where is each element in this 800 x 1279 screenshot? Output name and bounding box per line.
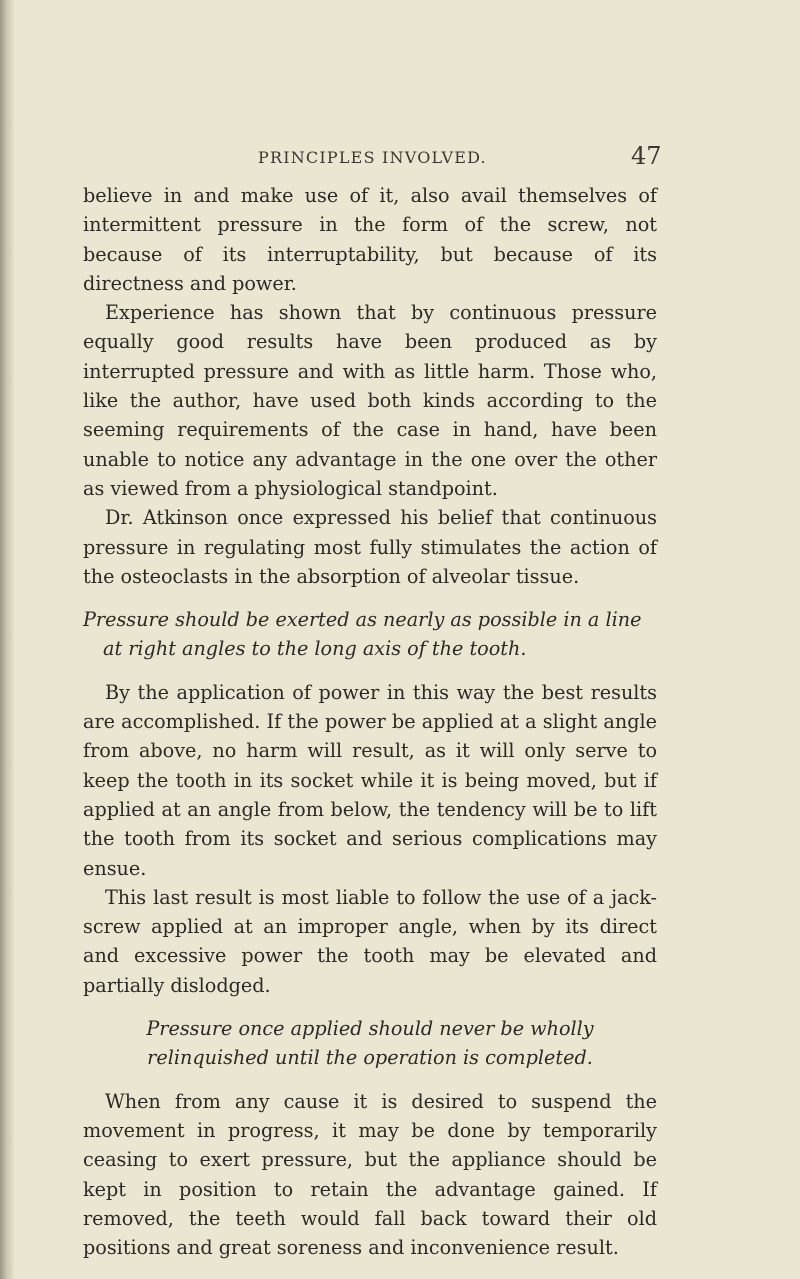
paragraph-suspend-movement: When from any cause it is desired to suspend the movement in progress, it may be done by temporarily ceasing to exert pressure, but the appliance should be kept in position to retain the advantage gained. If removed, the teeth would fall back toward their old positions and great soreness and inconvenience result. bbox=[83, 1089, 657, 1260]
running-title: PRINCIPLES INVOLVED. bbox=[258, 148, 487, 167]
paragraph-atkinson: Dr. Atkinson once expressed his belief that continuous pressure in regulating most fully stimulates the action of the osteoclasts in the absorption of alveolar tissue. bbox=[83, 506, 657, 588]
paragraph-experience: Experience has shown that by continuous pressure equally good results have been produced as by interrupted pressure and with as little harm. Those who, like the author, have used both kinds according to the seeming requirements of the case in hand, have been unable to notice any advantage in the one over the other as viewed from a physiological standpoint. bbox=[83, 301, 657, 500]
principle-heading-right-angles: Pressure should be exerted as nearly as possible in a line at right angles to the long axis of the tooth. bbox=[83, 608, 642, 661]
principle-heading-never-relinquished: Pressure once applied should never be wholly relinquished until the operation is completed. bbox=[146, 1017, 594, 1070]
page-number: 47 bbox=[631, 142, 662, 170]
paragraph-continuation: believe in and make use of it, also avail themselves of intermittent pressure in the form of the screw, not because of its interruptability, but because of its directness and power. bbox=[83, 184, 657, 295]
paragraph-jack-screw: This last result is most liable to follow the use of a jack-screw applied at an improper angle, when by its direct and excessive power the tooth may be elevated and partially dislodged. bbox=[83, 885, 657, 997]
body-text bbox=[83, 181, 657, 1262]
paragraph-application: By the application of power in this way the best results are accomplished. If the power be applied at a slight angle from above, no harm will result, as it will only serve to keep the tooth in its socket while it is being moved, but if applied at an angle from below, the tendency will be to lift the tooth from its socket and serious complications may ensue. bbox=[83, 680, 657, 880]
